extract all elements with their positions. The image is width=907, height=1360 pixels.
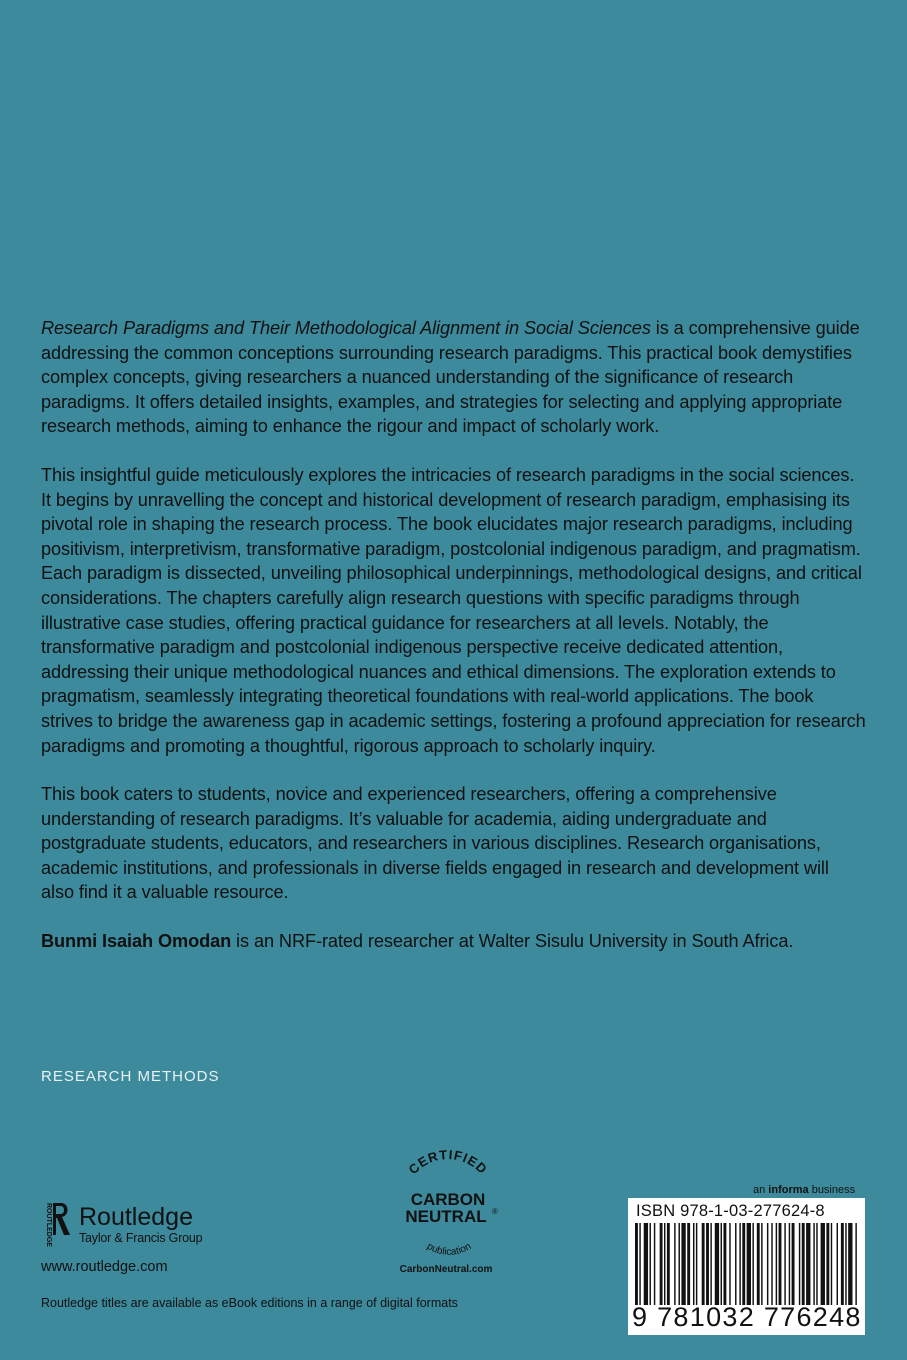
barcode-bar (855, 1223, 856, 1305)
barcode-bar (821, 1223, 825, 1305)
barcode-bar (813, 1223, 814, 1305)
barcode-bar (779, 1223, 782, 1305)
book-title: Research Paradigms and Their Methodological Alignment in Social Sciences (41, 318, 651, 338)
barcode-bar (799, 1223, 800, 1305)
barcode-bar (687, 1223, 690, 1305)
barcode-bar (650, 1223, 651, 1305)
publisher-group: Taylor & Francis Group (79, 1231, 203, 1245)
author-bio-text: is an NRF-rated researcher at Walter Sisulu University in South Africa. (231, 931, 794, 952)
barcode-bar (742, 1223, 745, 1305)
carbon-line-2: NEUTRAL (405, 1207, 487, 1226)
carbon-website: CarbonNeutral.com (399, 1264, 493, 1275)
barcode-bar (664, 1223, 665, 1305)
routledge-logo (41, 1201, 202, 1251)
routledge-vertical-text: ROUTLEDGE (45, 1203, 52, 1247)
barcode-bar (826, 1223, 829, 1305)
routledge-logo-icon (41, 1201, 71, 1251)
barcode (628, 1198, 865, 1335)
barcode-bar (802, 1223, 805, 1305)
subject-category: RESEARCH METHODS (41, 1068, 220, 1085)
barcode-bar (837, 1223, 838, 1305)
barcode-bar (679, 1223, 680, 1305)
blurb-paragraph-2: This insightful guide meticulously explores the intricacies of research paradigms in the social sciences. It begins by unravelling the concept and historical development of research paradigm, emphasising its pivotal role in shaping the research process. The book elucidates major research paradigms, including positivism, interpretivism, transformative paradigm, postcolonial indigenous paradigm, and pragmatism. Each paradigm is dissected, unveiling philosophical underpinnings, methodological designs, and critical considerations. The chapters carefully align research questions with specific paradigms through illustrative case studies, offering practical guidance for researchers at all levels. Notably, the transformative paradigm and postcolonial indigenous perspective receive dedicated attention, addressing their unique methodological nuances and ethical dimensions. The exploration extends to pragmatism, seamlessly integrating theoretical foundations with real-world applications. The book strives to bridge the awareness gap in academic settings, fostering a profound appreciation for research paradigms and promoting a thoughtful, rigorous approach to scholarly inquiry. (41, 464, 866, 756)
barcode-bar (696, 1223, 697, 1305)
back-cover-blurb (41, 316, 866, 978)
isbn-label: ISBN 978-1-03-277624-8 (636, 1202, 825, 1220)
barcode-bar (776, 1223, 777, 1305)
publisher-website[interactable]: www.routledge.com (41, 1259, 168, 1275)
barcode-bar (761, 1223, 762, 1305)
informa-tagline (753, 1184, 855, 1196)
carbon-neutral-logo (388, 1148, 508, 1276)
carbon-publication-text: publication (424, 1241, 474, 1258)
barcode-bar (767, 1223, 768, 1305)
informa-prefix: an (753, 1184, 769, 1196)
barcode-bar (635, 1223, 638, 1305)
blurb-paragraph-3: This book caters to students, novice and experienced researchers, offering a comprehensive understanding of research paradigms. It’s valuable for academia, aiding undergraduate and postgraduate students, educators, and researchers in various disciplines. Research organisations, academic institutions, and professionals in diverse fields engaged in research and development will also find it a valuable resource. (41, 784, 829, 903)
barcode-bar (747, 1223, 751, 1305)
barcode-bar (771, 1223, 772, 1305)
barcode-bar (816, 1223, 817, 1305)
publisher-name: Routledge (79, 1203, 193, 1231)
barcode-bar (845, 1223, 846, 1305)
ebook-note: Routledge titles are available as eBook editions in a range of digital formats (41, 1296, 458, 1310)
barcode-bar (639, 1223, 640, 1305)
author-bio (41, 929, 866, 954)
barcode-bar (681, 1223, 685, 1305)
barcode-bars (635, 1223, 857, 1305)
barcode-bar (841, 1223, 844, 1305)
carbon-line-1: CARBON (410, 1190, 486, 1209)
barcode-bar (792, 1223, 795, 1305)
barcode-bar (644, 1223, 648, 1305)
barcode-bar (729, 1223, 730, 1305)
barcode-bar (667, 1223, 670, 1305)
carbon-registered-mark: ® (492, 1207, 498, 1216)
barcode-bar (752, 1223, 753, 1305)
barcode-bar (757, 1223, 760, 1305)
barcode-bar (693, 1223, 694, 1305)
barcode-bar (723, 1223, 726, 1305)
author-name: Bunmi Isaiah Omodan (41, 931, 232, 952)
barcode-bar (806, 1223, 810, 1305)
barcode-bar (784, 1223, 785, 1305)
informa-suffix: business (808, 1184, 856, 1196)
informa-brand: informa (768, 1184, 809, 1196)
paragraph-1-text: is a comprehensive guide addressing the common conceptions surrounding research paradigms. This practical book demystifies complex concepts, giving researchers a nuanced understanding of the significance of research paradigms. It offers detailed insights, examples, and strategies for selecting and applying appropriate research methods, aiming to enhance the rigour and impact of scholarly work. (41, 318, 860, 437)
barcode-bar (706, 1223, 709, 1305)
barcode-number: 9 781032 776248 (632, 1302, 862, 1332)
blurb-paragraph-1 (41, 316, 866, 439)
barcode-bar (702, 1223, 705, 1305)
barcode-bar (715, 1223, 719, 1305)
barcode-bar (721, 1223, 722, 1305)
barcode-bar (710, 1223, 711, 1305)
barcode-bar (739, 1223, 740, 1305)
barcode-bar (660, 1223, 663, 1305)
carbon-certified-text: CERTIFIED (405, 1148, 491, 1178)
barcode-bar (735, 1223, 736, 1305)
barcode-bar (848, 1223, 852, 1305)
barcode-bar (674, 1223, 675, 1305)
barcode-bar (789, 1223, 790, 1305)
barcode-bar (831, 1223, 832, 1305)
barcode-bar (654, 1223, 655, 1305)
